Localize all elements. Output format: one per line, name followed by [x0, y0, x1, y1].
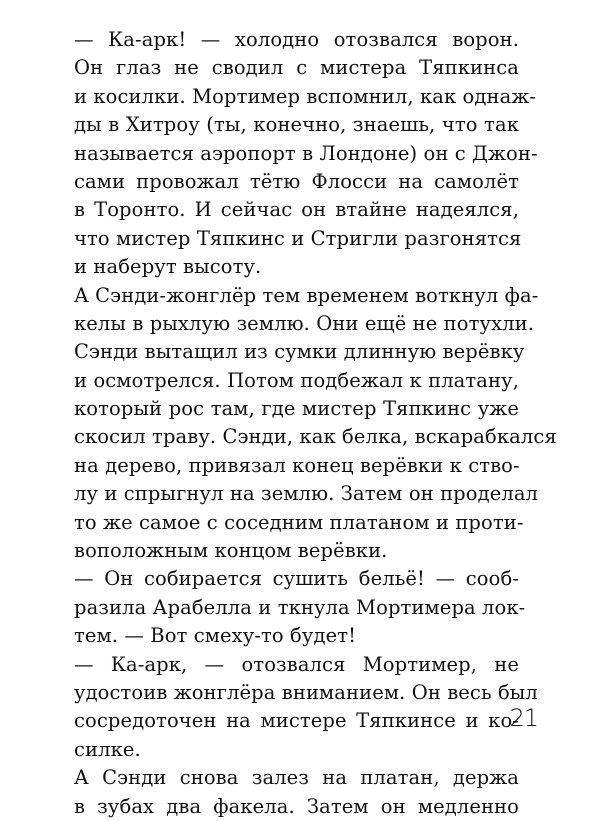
text-line: — Ка-арк! — холодно отозвался ворон. [74, 28, 519, 51]
paragraph-5 [74, 764, 519, 821]
text-line: сами провожал тётю Флосси на самолёт [74, 169, 519, 193]
text-line: скосил траву. Сэнди, как белка, вскарабкался [74, 425, 557, 449]
text-line: и осмотрелся. Потом подбежал к платану, [74, 368, 519, 392]
text-line: в зубах два факела. Затем он медленно [74, 794, 519, 818]
text-line: Он глаз не сводил с мистера Тяпкинса [74, 56, 519, 80]
text-line: и наберут высоту. [74, 255, 262, 279]
text-line: А Сэнди-жонглёр тем временем воткнул фа- [74, 283, 539, 307]
text-line: — Он собирается сушить бельё! — сооб- [74, 567, 519, 591]
text-line: сосредоточен на мистере Тяпкинсе и ко- [74, 709, 519, 733]
text-line: и косилки. Мортимер вспомнил, как однаж- [74, 84, 537, 108]
text-line: что мистер Тяпкинс и Стригли разгонятся [74, 226, 522, 250]
paragraph-3 [74, 565, 526, 650]
text-line: тем. — Вот смеху-то будет! [74, 624, 357, 648]
text-line: в Торонто. И сейчас он втайне надеялся, [74, 198, 519, 222]
paragraph-1 [74, 26, 538, 282]
page-number: 21 [509, 704, 538, 732]
text-line: — Ка-арк, — отозвался Мортимер, не [74, 652, 519, 676]
text-line: силке. [74, 737, 141, 761]
text-line: келы в рыхлую землю. Они ещё не потухли. [74, 311, 535, 335]
text-line: ды в Хитроу (ты, конечно, знаешь, что так [74, 113, 519, 137]
text-line: удостоив жонглёра вниманием. Он весь был [74, 680, 538, 704]
text-line: то же самое с соседним платаном и проти- [74, 510, 524, 534]
text-line: на дерево, привязал конец верёвки к ство- [74, 453, 520, 477]
text-line: лу и спрыгнул на землю. Затем он проделал [74, 482, 539, 506]
text-line: называется аэропорт в Лондоне) он с Джон- [74, 141, 538, 165]
text-line: воположным концом верёвки. [74, 539, 388, 563]
text-line: который рос там, где мистер Тяпкинс уже [74, 397, 519, 421]
text-line: Сэнди вытащил из сумки длинную верёвку [74, 340, 525, 364]
text-line: разила Арабелла и ткнула Мортимера лок- [74, 595, 526, 619]
paragraph-2 [74, 282, 557, 566]
text-line: А Сэнди снова залез на платан, держа [74, 766, 519, 790]
